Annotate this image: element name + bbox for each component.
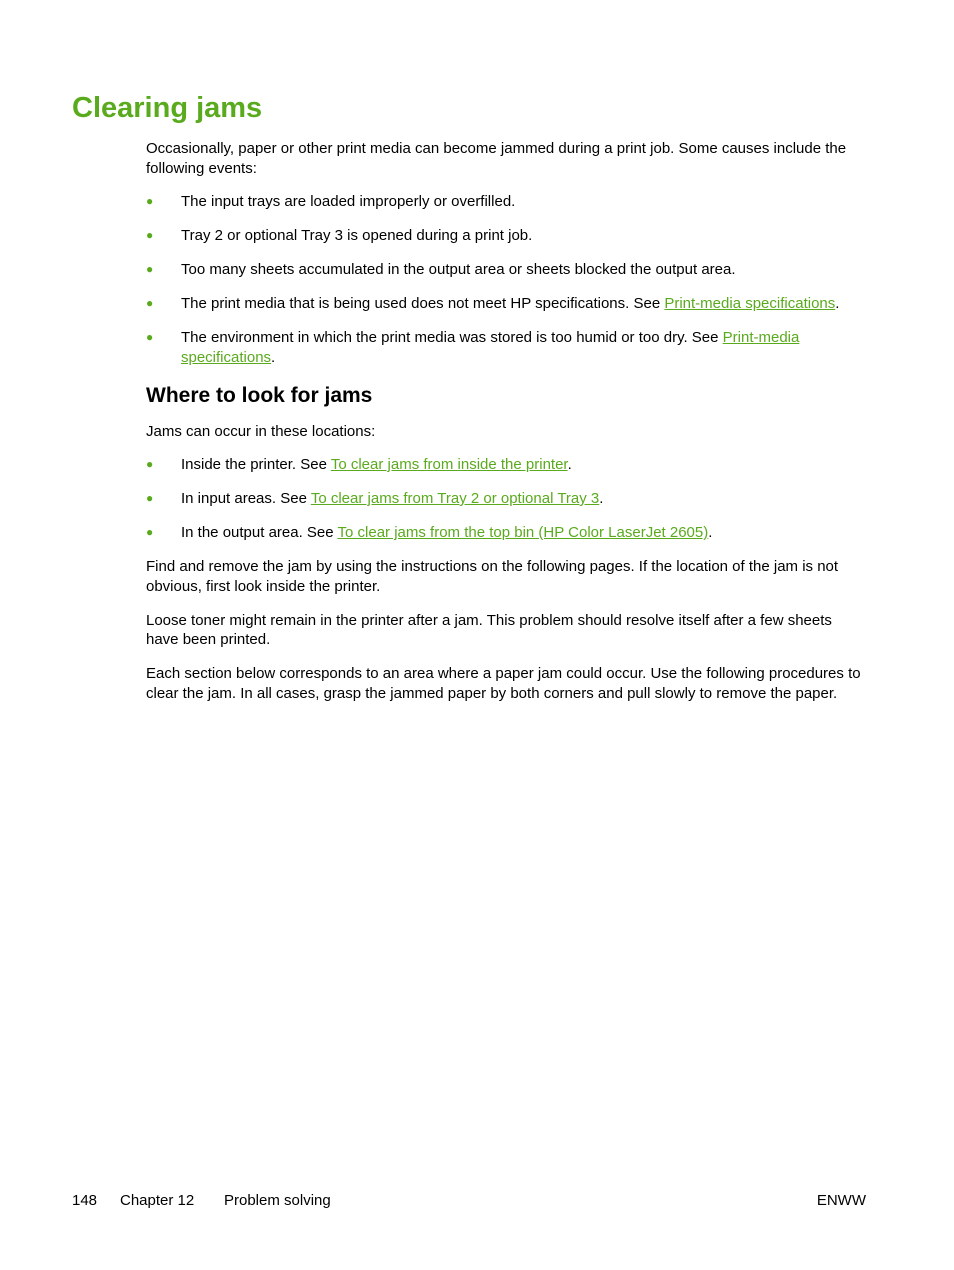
body-paragraph: Find and remove the jam by using the instructions on the following pages. If the location of the jam is not obvious, first look inside the printer. xyxy=(146,558,839,595)
locations-list xyxy=(146,455,866,543)
clear-jams-inside-printer-link[interactable]: To clear jams from inside the printer xyxy=(330,456,568,473)
list-item xyxy=(146,294,866,314)
list-item xyxy=(146,455,866,475)
list-item-text: Too many sheets accumulated in the output area or sheets blocked the output area. xyxy=(181,261,736,278)
list-item-text: Inside the printer. See xyxy=(181,456,331,473)
page-content xyxy=(146,139,866,718)
bullet-icon: ● xyxy=(146,296,154,310)
intro-paragraph: Occasionally, paper or other print media can become jammed during a print job. Some causes include the following events: xyxy=(146,140,847,177)
section-heading: Where to look for jams xyxy=(146,383,373,407)
list-item-tail: . xyxy=(271,348,276,366)
clear-jams-top-bin-link[interactable]: To clear jams from the top bin (HP Color LaserJet 2605) xyxy=(337,524,709,541)
list-item xyxy=(146,489,866,509)
footer-right: ENWW xyxy=(816,1192,866,1209)
bullet-icon: ● xyxy=(146,457,154,471)
list-item xyxy=(146,226,866,246)
locations-intro: Jams can occur in these locations: xyxy=(146,422,376,440)
list-item-tail: . xyxy=(567,456,572,473)
footer-chapter: Chapter 12 xyxy=(120,1192,195,1209)
print-media-specifications-link[interactable]: Print-media specifications xyxy=(664,295,836,312)
page-number: 148 xyxy=(72,1192,98,1209)
page-footer xyxy=(72,1191,866,1211)
list-item-text: In input areas. See xyxy=(181,490,311,507)
list-item xyxy=(146,328,866,367)
bullet-icon: ● xyxy=(146,262,154,276)
page-title: Clearing jams xyxy=(72,92,263,124)
list-item xyxy=(146,523,866,543)
bullet-icon: ● xyxy=(146,525,154,539)
bullet-icon: ● xyxy=(146,491,154,505)
clear-jams-tray-link[interactable]: To clear jams from Tray 2 or optional Tray 3 xyxy=(310,490,600,507)
list-item-tail: . xyxy=(708,524,713,541)
list-item-text: In the output area. See xyxy=(181,524,338,541)
print-media-specifications-link[interactable]: Print-media specifications xyxy=(181,329,800,366)
body-paragraph: Each section below corresponds to an area where a paper jam could occur. Use the following procedures to clear the jam. In all cases, grasp the jammed paper by both corners and pull slowly to remove the paper. xyxy=(146,665,861,702)
body-paragraph: Loose toner might remain in the printer after a jam. This problem should resolve itself after a few sheets have been printed. xyxy=(146,611,832,648)
list-item-text: Tray 2 or optional Tray 3 is opened during a print job. xyxy=(181,227,533,244)
list-item-text: The environment in which the print media was stored is too humid or too dry. See xyxy=(181,329,723,346)
list-item xyxy=(146,192,866,212)
bullet-icon: ● xyxy=(146,194,154,208)
footer-section: Problem solving xyxy=(224,1192,331,1209)
list-item-tail: . xyxy=(599,490,604,507)
list-item-text: The print media that is being used does not meet HP specifications. See xyxy=(181,295,665,312)
causes-list xyxy=(146,192,866,367)
list-item-text: The input trays are loaded improperly or overfilled. xyxy=(181,193,516,210)
list-item-tail: . xyxy=(835,295,840,312)
bullet-icon: ● xyxy=(146,228,154,242)
list-item xyxy=(146,260,866,280)
bullet-icon: ● xyxy=(146,330,154,344)
footer-left xyxy=(72,1191,866,1211)
